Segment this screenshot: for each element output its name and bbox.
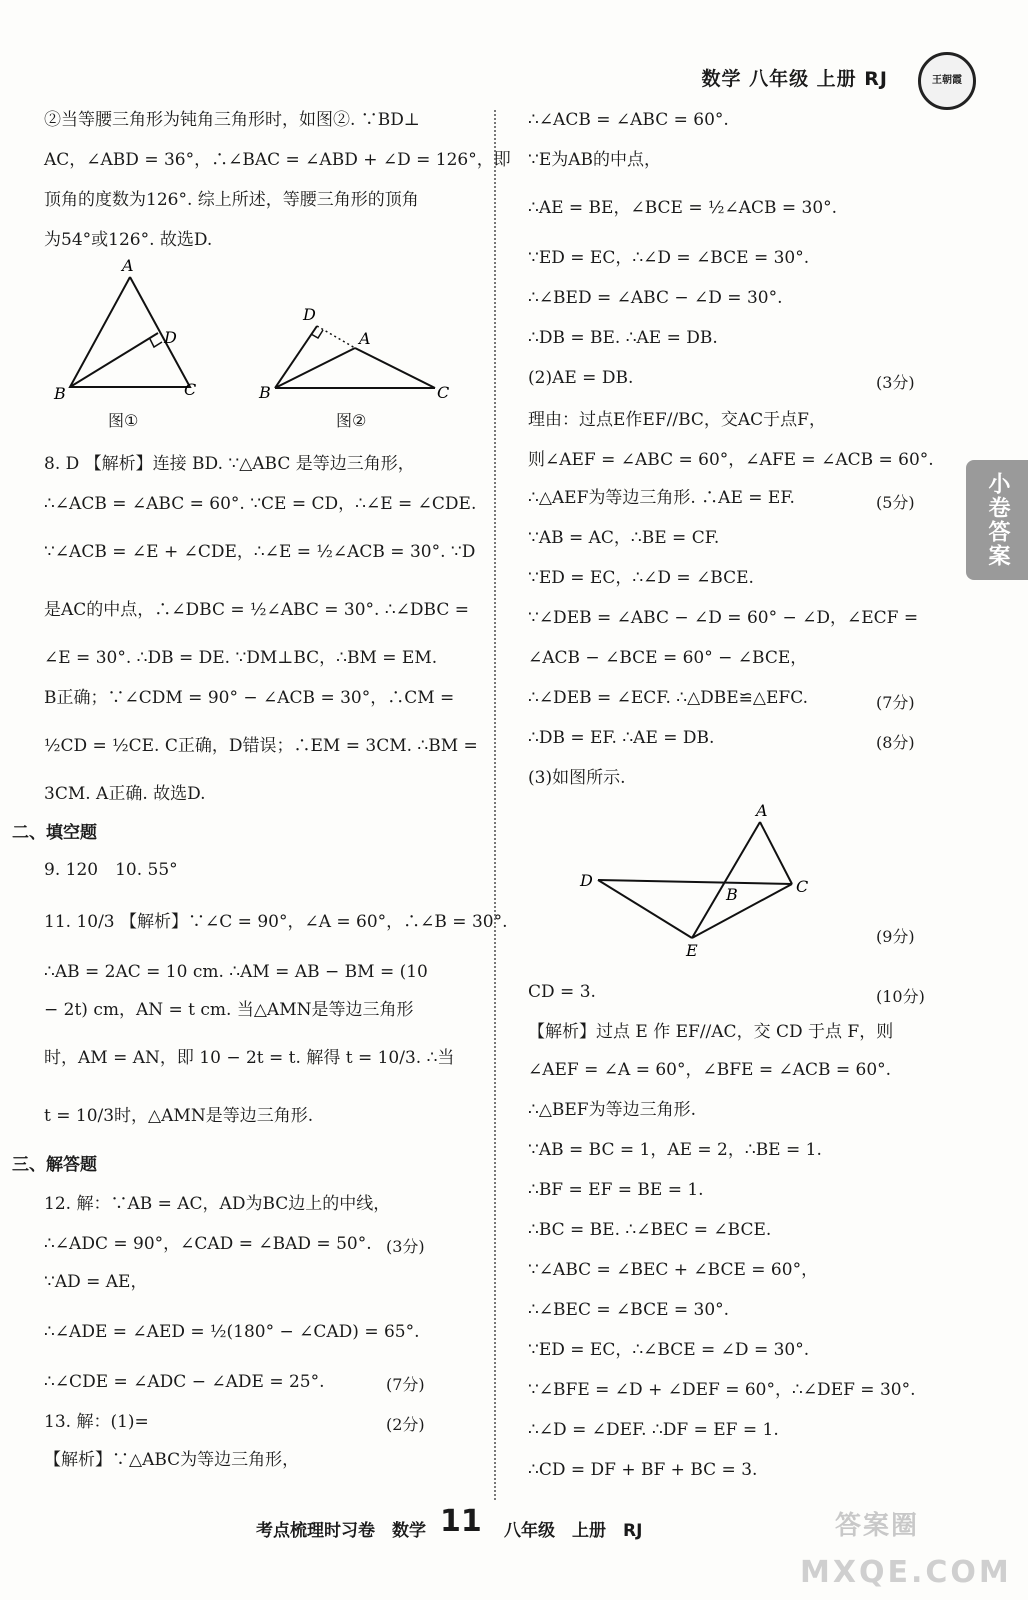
score-mark: (3分): [386, 1237, 425, 1256]
answer-line: ∴DB = EF. ∴AE = DB.: [528, 728, 715, 748]
fig2-label: 图②: [336, 411, 367, 430]
answer-line: ∵ED = EC，∴∠D = ∠BCE = 30°.: [528, 248, 810, 268]
answer-line: ∴∠ADC = 90°，∠CAD = ∠BAD = 50°.: [44, 1234, 372, 1254]
answer-line: 12. 解：∵AB = AC，AD为BC边上的中线，: [44, 1194, 391, 1214]
answer-line: ∴BF = EF = BE = 1.: [528, 1180, 704, 1200]
answer-line: ∴△BEF为等边三角形.: [528, 1100, 696, 1120]
svg-text:D: D: [303, 305, 316, 324]
side-tab: 小卷答案: [966, 460, 1028, 580]
answer-line: ∴∠ACB = ∠ABC = 60°.: [528, 110, 729, 130]
score-mark: (7分): [386, 1375, 425, 1394]
answer-line: ∴△AEF为等边三角形. ∴AE = EF.: [528, 488, 795, 508]
answer-line: 是AC的中点，∴∠DBC = ½∠ABC = 30°. ∴∠DBC =: [44, 600, 469, 620]
svg-text:A: A: [122, 256, 134, 275]
answer-line: 3CM. A正确. 故选D.: [44, 784, 206, 804]
svg-text:C: C: [796, 877, 809, 896]
header-title: 数学 八年级 上册 RJ: [701, 68, 888, 90]
fig1-label: 图①: [108, 411, 139, 430]
score-mark: (5分): [876, 493, 915, 512]
score-mark: (10分): [876, 987, 925, 1006]
answer-line: ∠ACB − ∠BCE = 60° − ∠BCE，: [528, 648, 808, 668]
answer-line: 13. 解：(1)=: [44, 1412, 149, 1432]
score-mark: (3分): [876, 373, 915, 392]
answer-line: ∴AE = BE，∠BCE = ½∠ACB = 30°.: [528, 198, 838, 218]
answer-line: ∵ED = EC，∴∠D = ∠BCE.: [528, 568, 754, 588]
svg-text:B: B: [54, 384, 66, 400]
answer-line: ∴∠DEB = ∠ECF. ∴△DBE≌△EFC.: [528, 688, 809, 708]
footer-right: 八年级 上册 RJ: [504, 1521, 643, 1541]
answer-line: ∵E为AB的中点，: [528, 150, 661, 170]
answer-line: t = 10/3时，△AMN是等边三角形.: [44, 1106, 314, 1126]
answer-line: ∵∠ACB = ∠E + ∠CDE，∴∠E = ½∠ACB = 30°. ∵D: [44, 542, 476, 562]
svg-text:D: D: [164, 328, 177, 347]
score-mark: (2分): [386, 1415, 425, 1434]
answer-line: 顶角的度数为126°. 综上所述，等腰三角形的顶角: [44, 190, 419, 210]
answer-line: 【解析】∵△ABC为等边三角形，: [44, 1450, 300, 1470]
figure-2: [255, 300, 470, 405]
answer-line: 8. D 【解析】连接 BD. ∵△ABC 是等边三角形，: [44, 454, 415, 474]
answer-line: ∵∠BFE = ∠D + ∠DEF = 60°，∴∠DEF = 30°.: [528, 1380, 916, 1400]
answer-line: ∴AB = 2AC = 10 cm. ∴AM = AB − BM = (10: [44, 962, 428, 982]
figure-3: [570, 800, 830, 960]
svg-text:E: E: [686, 941, 698, 960]
publisher-logo: 王朝霞: [918, 52, 976, 110]
answer-line: 为54°或126°. 故选D.: [44, 230, 213, 250]
answer-line: ∴∠BEC = ∠BCE = 30°.: [528, 1300, 730, 1320]
answer-line: ∵∠DEB = ∠ABC − ∠D = 60° − ∠D，∠ECF =: [528, 608, 919, 628]
section-heading: 二、填空题: [12, 823, 97, 843]
section-heading: 三、解答题: [12, 1155, 97, 1175]
figure-1: [50, 255, 220, 400]
watermark-bottom: MXQE.COM: [800, 1555, 1012, 1590]
score-mark: (9分): [876, 927, 915, 946]
answer-line: 11. 10/3 【解析】∵∠C = 90°，∠A = 60°，∴∠B = 30°.: [44, 912, 508, 932]
answer-line: ∵AD = AE，: [44, 1272, 148, 1292]
answer-line: AC，∠ABD = 36°，∴∠BAC = ∠ABD + ∠D = 126°，即: [44, 150, 511, 170]
answer-line: 则∠AEF = ∠ABC = 60°，∠AFE = ∠ACB = 60°.: [528, 450, 934, 470]
svg-text:B: B: [726, 885, 738, 904]
score-mark: (7分): [876, 693, 915, 712]
answer-line: ∴∠D = ∠DEF. ∴DF = EF = 1.: [528, 1420, 779, 1440]
svg-text:A: A: [756, 801, 768, 820]
answer-line: ∴DB = BE. ∴AE = DB.: [528, 328, 718, 348]
answer-line: 理由：过点E作EF//BC，交AC于点F，: [528, 410, 826, 430]
answer-line: ∵ED = EC，∴∠BCE = ∠D = 30°.: [528, 1340, 810, 1360]
fig1-altitude: [70, 333, 158, 387]
watermark-top: 答案圈: [835, 1511, 920, 1541]
answer-line: ∴BC = BE. ∴∠BEC = ∠BCE.: [528, 1220, 772, 1240]
answer-line: (2)AE = DB.: [528, 368, 634, 388]
answer-line: ∵∠ABC = ∠BEC + ∠BCE = 60°，: [528, 1260, 819, 1280]
svg-text:C: C: [184, 380, 197, 399]
svg-text:A: A: [359, 329, 371, 348]
answer-line: ½CD = ½CE. C正确，D错误；∴EM = 3CM. ∴BM =: [44, 736, 478, 756]
svg-text:D: D: [580, 871, 593, 890]
svg-text:C: C: [437, 383, 450, 402]
answer-line: ∴∠CDE = ∠ADC − ∠ADE = 25°.: [44, 1372, 325, 1392]
answer-line: ②当等腰三角形为钝角三角形时，如图②. ∵BD⊥: [44, 110, 420, 130]
answer-line: B正确；∵∠CDM = 90° − ∠ACB = 30°，∴CM =: [44, 688, 455, 708]
answer-line: 时，AM = AN，即 10 − 2t = t. 解得 t = 10/3. ∴当: [44, 1048, 455, 1068]
answer-line: CD = 3.: [528, 982, 596, 1002]
answer-line: 【解析】过点 E 作 EF//AC，交 CD 于点 F，则: [528, 1022, 894, 1042]
page-number: 11: [440, 1504, 482, 1539]
answer-line: − 2t) cm，AN = t cm. 当△AMN是等边三角形: [44, 1000, 414, 1020]
answer-line: ∴∠ADE = ∠AED = ½(180° − ∠CAD) = 65°.: [44, 1322, 420, 1342]
answer-line: ∵AB = BC = 1，AE = 2，∴BE = 1.: [528, 1140, 822, 1160]
answer-line: ∵AB = AC，∴BE = CF.: [528, 528, 720, 548]
answer-line: ∴∠BED = ∠ABC − ∠D = 30°.: [528, 288, 783, 308]
answer-line: ∴CD = DF + BF + BC = 3.: [528, 1460, 758, 1480]
column-divider: [494, 110, 496, 1500]
score-mark: (8分): [876, 733, 915, 752]
answer-line: (3)如图所示.: [528, 768, 626, 788]
answer-line: ∴∠ACB = ∠ABC = 60°. ∵CE = CD，∴∠E = ∠CDE.: [44, 494, 477, 514]
footer-left: 考点梳理时习卷 数学: [256, 1521, 426, 1541]
svg-text:B: B: [259, 383, 271, 402]
answer-line: ∠AEF = ∠A = 60°，∠BFE = ∠ACB = 60°.: [528, 1060, 892, 1080]
fig1-right-angle: [150, 339, 162, 347]
answer-line: ∠E = 30°. ∴DB = DE. ∵DM⊥BC，∴BM = EM.: [44, 648, 438, 668]
answer-line: 9. 120 10. 55°: [44, 860, 178, 880]
